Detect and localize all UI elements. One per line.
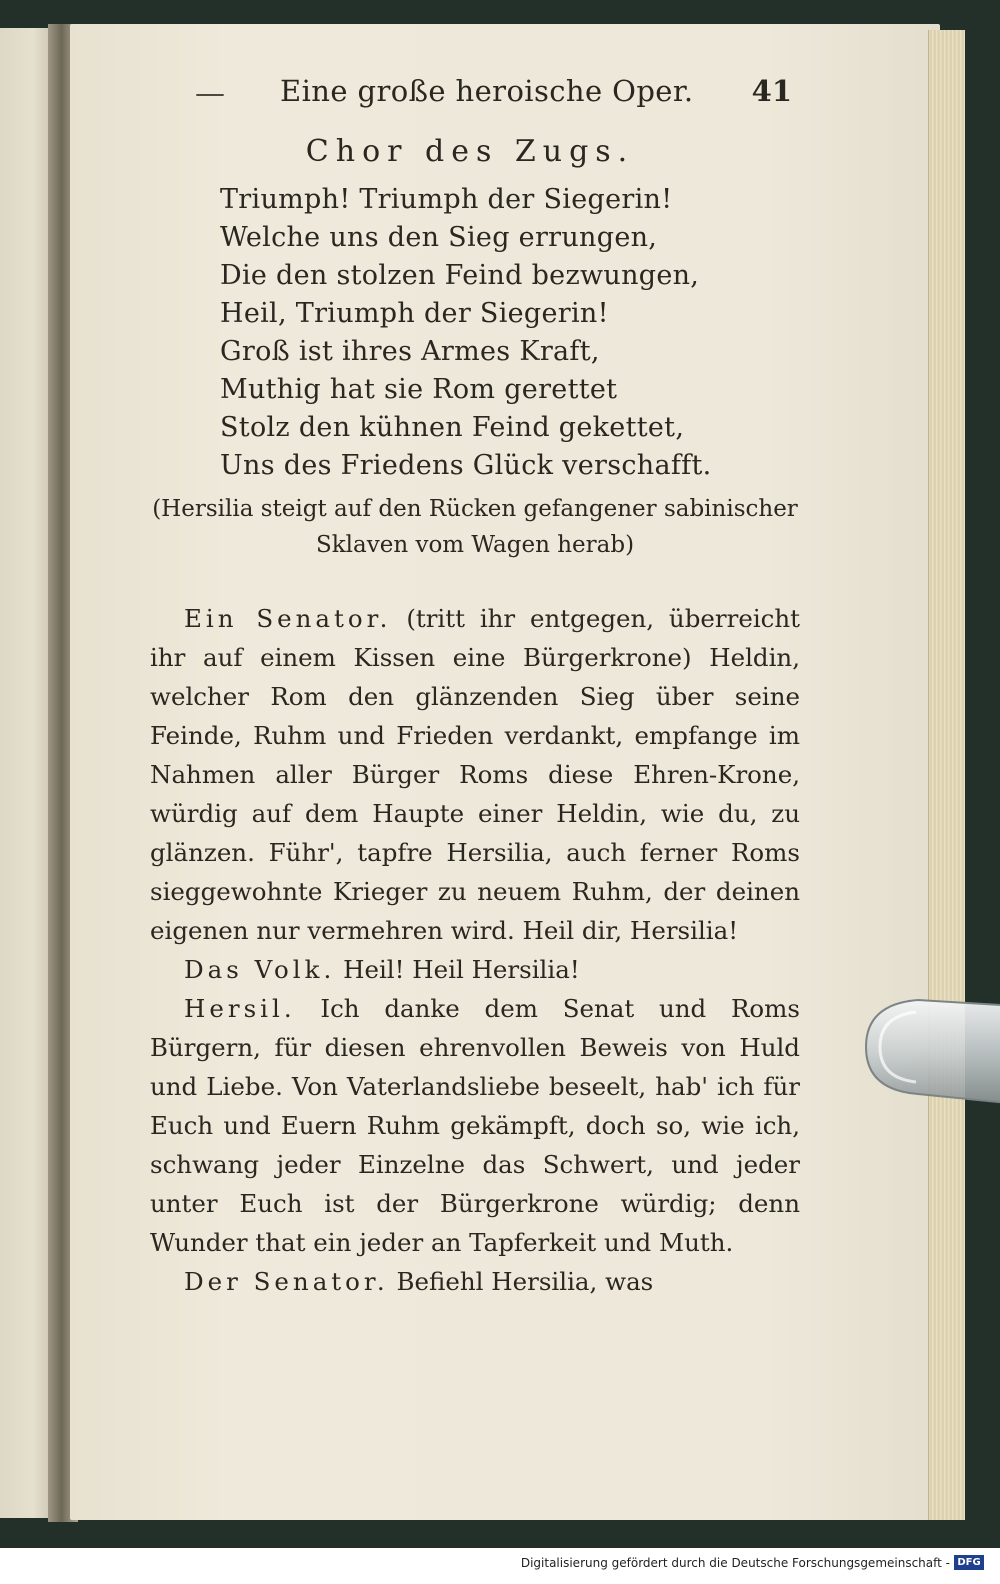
footer-credit: Digitalisierung gefördert durch die Deutsche Forschungsgemeinschaft - <box>520 1556 950 1570</box>
left-page-edge <box>0 28 55 1518</box>
verse-line: Muthig hat sie Rom gerettet <box>220 374 618 405</box>
speaker-name: Ein Senator. <box>184 604 392 633</box>
head-dash: — <box>195 76 225 111</box>
dialogue <box>150 599 800 1301</box>
page-number: 41 <box>751 74 792 108</box>
speech-text: Ich danke dem Senat und Roms Bürgern, für diesen ehrenvollen Beweis von Huld und Liebe. Von Vaterlandsliebe beseelt, hab' ich für Euch und Euern Ruhm gekämpft, doch so, wie ich, schwang jeder Einzelne das Schwert, und jeder unter Euch ist der Bürgerkrone würdig; denn Wunder that ein jeder an Tapferkeit und Muth. <box>150 994 800 1257</box>
speaker-name: Das Volk. <box>184 955 336 984</box>
dialogue-paragraph <box>150 950 800 989</box>
chorus-verse <box>220 181 800 485</box>
verse-line: Triumph! Triumph der Siegerin! <box>220 184 673 215</box>
dfg-logo-icon: DFG <box>954 1555 984 1570</box>
verse-line: Uns des Friedens Glück verschafft. <box>220 450 712 481</box>
speaker-name: Der Senator. <box>184 1267 389 1296</box>
verse-line: Heil, Triumph der Siegerin! <box>220 298 609 329</box>
page-block-edges <box>928 30 965 1520</box>
speaker-name: Hersil. <box>184 994 296 1023</box>
running-head <box>150 70 800 120</box>
speech-text: Befiehl Hersilia, was <box>396 1267 654 1296</box>
verse-line: Groß ist ihres Armes Kraft, <box>220 336 600 367</box>
chorus-title: Chor des Zugs. <box>305 134 635 169</box>
speech-text: (tritt ihr entgegen, überreicht ihr auf einem Kissen eine Bürgerkrone) Heldin, welcher Rom den glänzenden Sieg über seine Feinde, Ruhm und Frieden verdankt, empfange im Nahmen aller Bürger Roms diese Ehren-Krone, würdig auf dem Haupte einer Heldin, wie du, zu glänzen. Führ', tapfre Hersilia, auch ferner Roms sieggewohnte Krieger zu neuem Ruhm, der deinen eigenen nur vermehren wird. Heil dir, Hersilia! <box>150 604 800 945</box>
verse-line: Welche uns den Sieg errungen, <box>220 222 658 253</box>
running-head-title: Eine große heroische Oper. <box>280 74 694 108</box>
page-text <box>150 70 800 1301</box>
page-clip-icon <box>858 992 1000 1112</box>
dialogue-paragraph <box>150 599 800 950</box>
stage-direction-line: (Hersilia steigt auf den Rücken gefangener sabinischer <box>152 496 798 522</box>
stage-direction <box>150 491 800 563</box>
speech-text: Heil! Heil Hersilia! <box>343 955 580 984</box>
digitization-footer <box>0 1548 1000 1584</box>
dialogue-paragraph <box>150 989 800 1262</box>
verse-line: Stolz den kühnen Feind gekettet, <box>220 412 685 443</box>
stage-direction-line: Sklaven vom Wagen herab) <box>315 532 635 558</box>
dialogue-paragraph <box>150 1262 800 1301</box>
verse-line: Die den stolzen Feind bezwungen, <box>220 260 700 291</box>
